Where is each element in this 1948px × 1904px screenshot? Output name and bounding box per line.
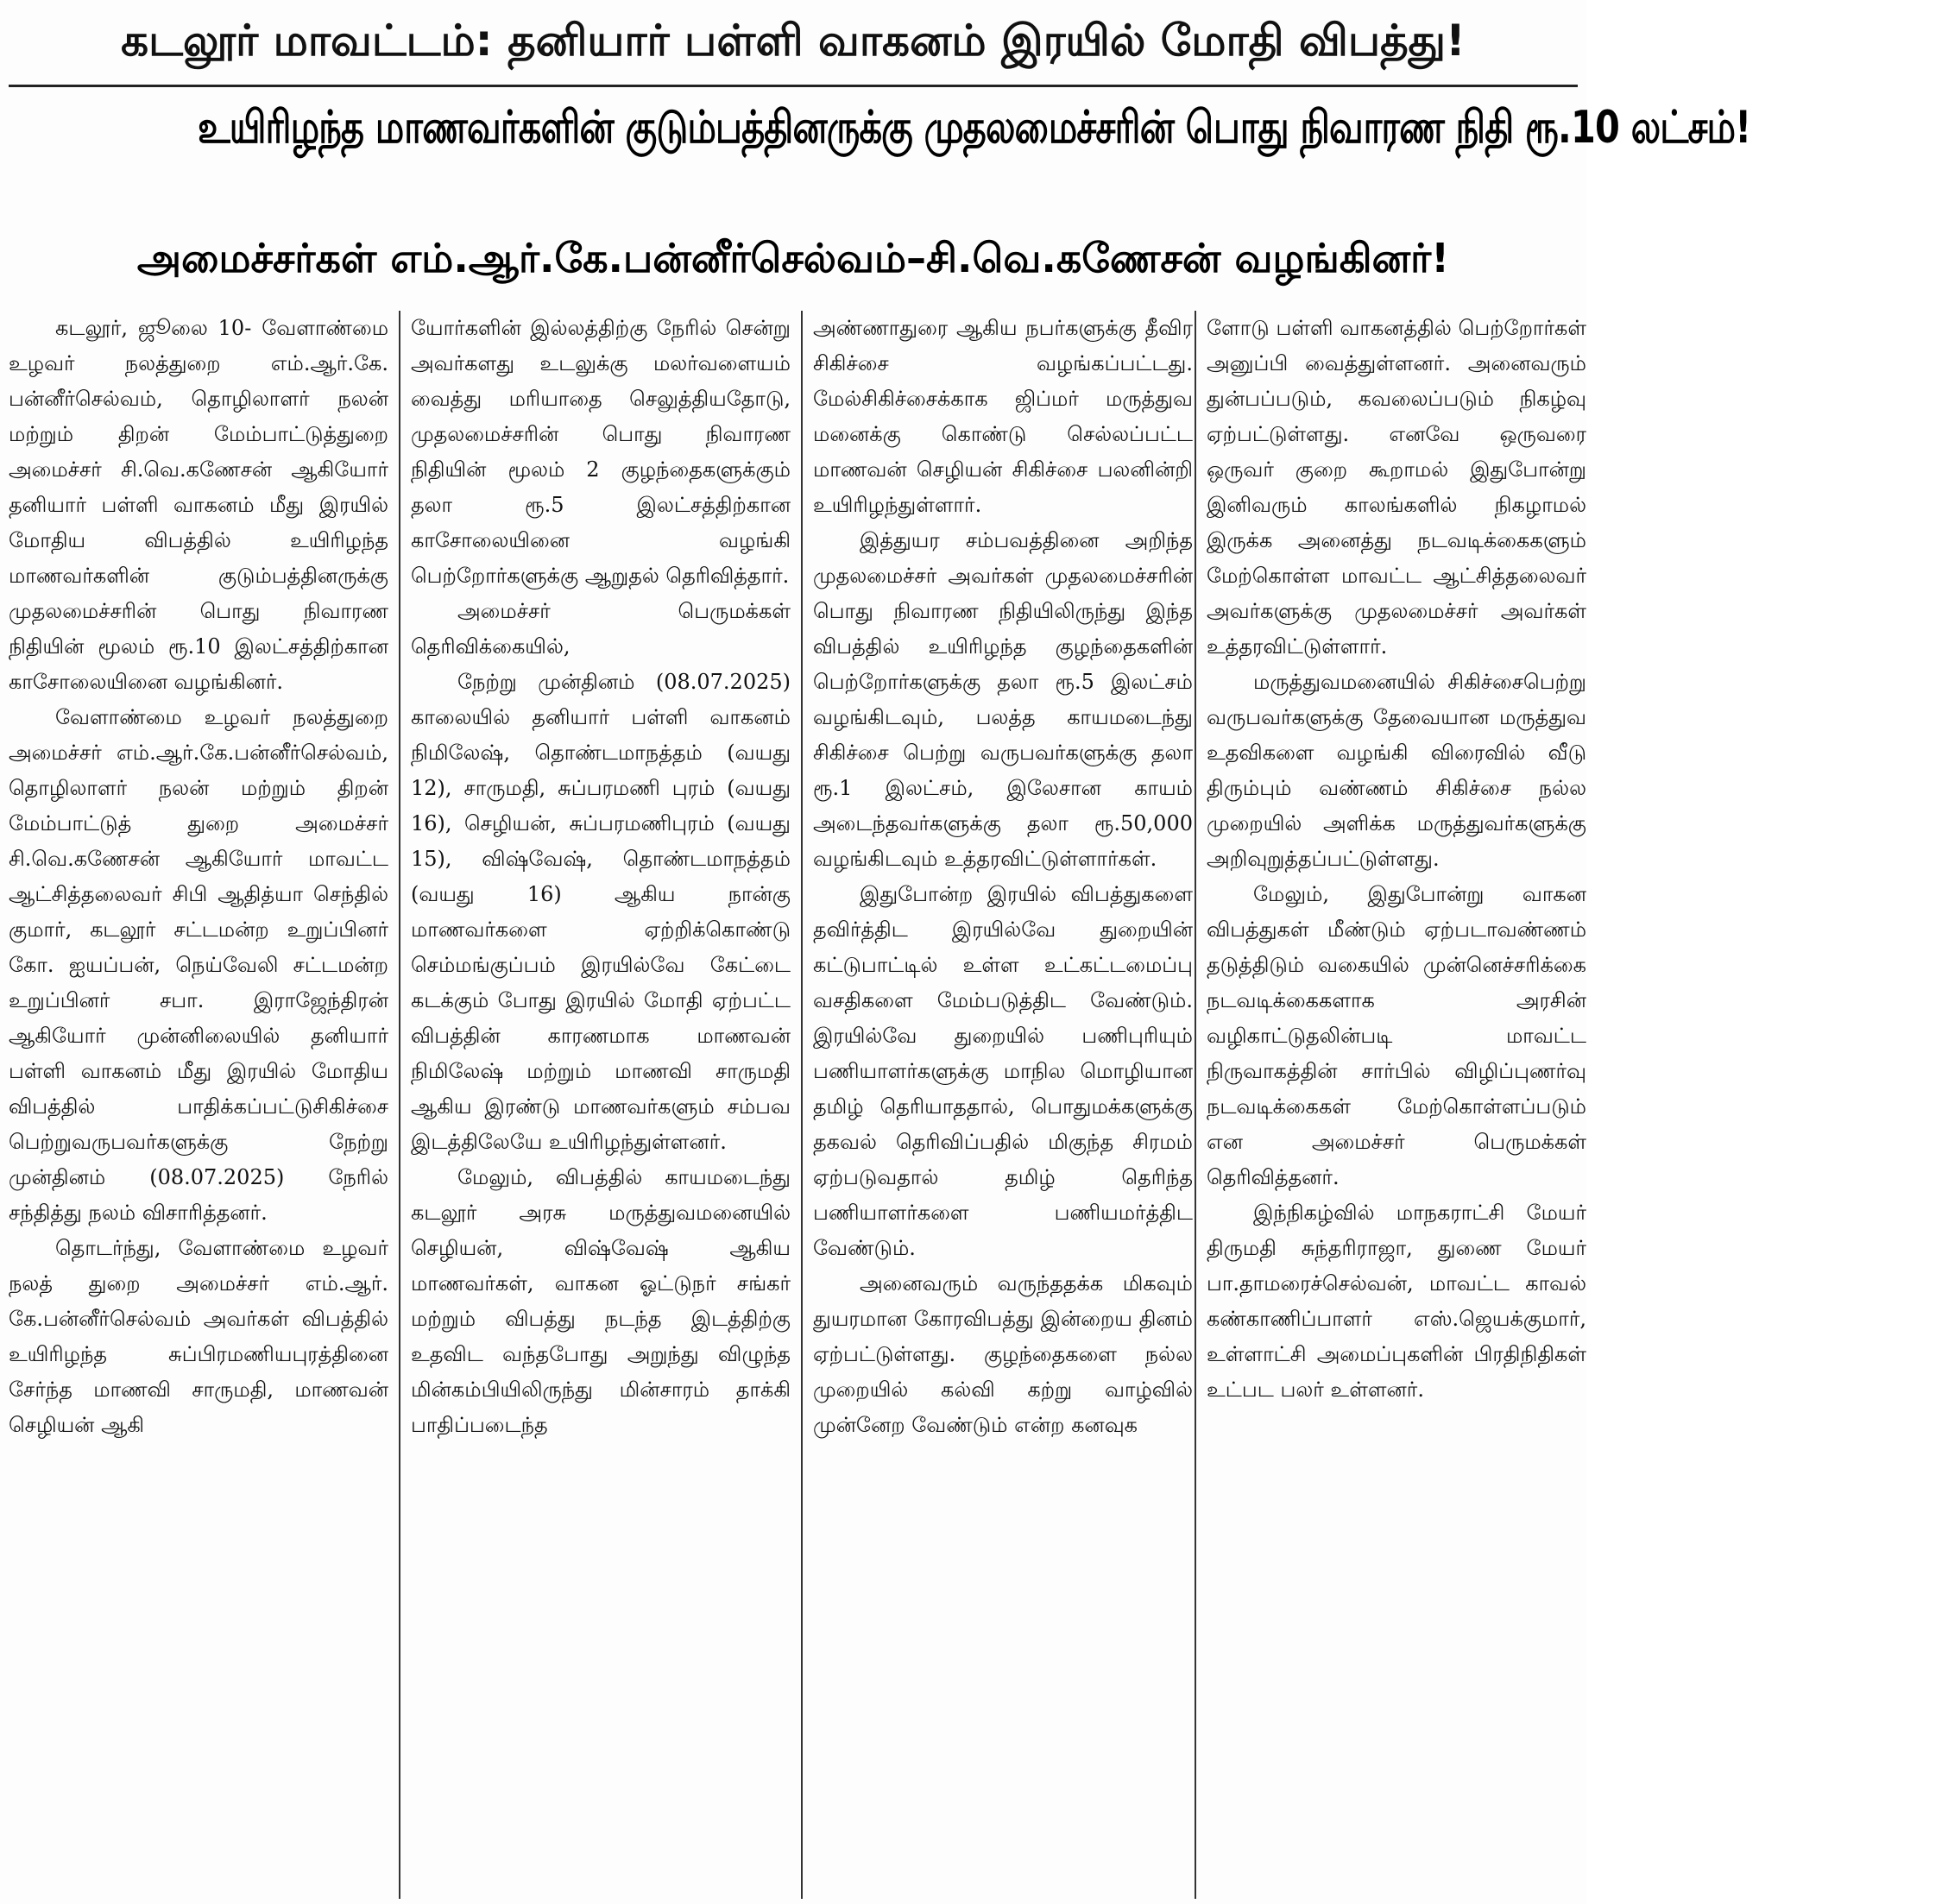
article-column-4 <box>1207 311 1586 1899</box>
column-divider <box>1195 311 1196 1899</box>
main-headline: உயிரிழந்த மாணவர்களின் குடும்பத்தினருக்கு முதலமைச்சரின் பொது நிவாரண நிதி ரூ.10 லட்சம்! <box>198 102 1751 154</box>
article-paragraph: இத்துயர சம்பவத்தினை அறிந்த முதலமைச்சர் அவர்கள் முதலமைச்சரின் பொது நிவாரண நிதியிலிருந்து இந்த விபத்தில் உயிரிழந்த குழந்தைகளின் பெற்றோர்களுக்கு தலா ரூ.5 இலட்சம் வழங்கிடவும், பலத்த காயமடைந்து சிகிச்சை பெற்று வருபவர்களுக்கு தலா ரூ.1 இலட்சம், இலேசான காயம் அடைந்தவர்களுக்கு தலா ரூ.50,000 வழங்கிடவும் உத்தரவிட்டுள்ளார்கள். <box>813 528 1193 871</box>
article-column-2 <box>411 311 791 1899</box>
column-divider <box>399 311 400 1899</box>
article-column-3 <box>813 311 1193 1899</box>
article-paragraph: கடலூர், ஜூலை 10- வேளாண்மை உழவர் நலத்துறை எம்.ஆர்.கே. பன்னீர்செல்வம், தொழிலாளர் நலன் மற்றும் திறன் மேம்பாட்டுத்துறை அமைச்சர் சி.வெ.கணேசன் ஆகியோர் தனியார் பள்ளி வாகனம் மீது இரயில் மோதிய விபத்தில் உயிரிழந்த மாணவர்களின் குடும்பத்தினருக்கு முதலமைச்சரின் பொது நிவாரண நிதியின் மூலம் ரூ.10 இலட்சத்திற்கான காசோலையினை வழங்கினர். <box>9 316 388 694</box>
article-paragraph: தொடர்ந்து, வேளாண்மை உழவர் நலத் துறை அமைச்சர் எம்.ஆர். கே.பன்னீர்செல்வம் அவர்கள் விபத்தில் உயிரிழந்த சுப்பிரமணியபுரத்தினை சேர்ந்த மாணவி சாருமதி, மாணவன் செழியன் ஆகி <box>9 1236 388 1437</box>
sub-headline: அமைச்சர்கள் எம்.ஆர்.கே.பன்னீர்செல்வம்–சி.வெ.கணேசன் வழங்கினர்! <box>136 235 1450 281</box>
article-body <box>9 311 1586 1899</box>
headline-divider <box>9 85 1578 87</box>
kicker-headline: கடலூர் மாவட்டம்: தனியார் பள்ளி வாகனம் இரயில் மோதி விபத்து! <box>121 16 1466 66</box>
article-paragraph: இந்நிகழ்வில் மாநகராட்சி மேயர் திருமதி சுந்தரிராஜா, துணை மேயர் பா.தாமரைச்செல்வன், மாவட்ட காவல் கண்காணிப்பாளர் எஸ்.ஜெயக்குமார், உள்ளாட்சி அமைப்புகளின் பிரதிநிதிகள் உட்பட பலர் உள்ளனர். <box>1207 1201 1586 1402</box>
article-paragraph: மேலும், விபத்தில் காயமடைந்து கடலூர் அரசு மருத்துவமனையில் செழியன், விஷ்வேஷ் ஆகிய மாணவர்கள், வாகன ஓட்டுநர் சங்கர் மற்றும் விபத்து நடந்த இடத்திற்கு உதவிட வந்தபோது அறுந்து விழுந்த மின்கம்பியிலிருந்து மின்சாரம் தாக்கி பாதிப்படைந்த <box>411 1165 791 1437</box>
article-paragraph: வேளாண்மை உழவர் நலத்துறை அமைச்சர் எம்.ஆர்.கே.பன்னீர்செல்வம், தொழிலாளர் நலன் மற்றும் திறன் மேம்பாட்டுத் துறை அமைச்சர் சி.வெ.கணேசன் ஆகியோர் மாவட்ட ஆட்சித்தலைவர் சிபி ஆதித்யா செந்தில் குமார், கடலூர் சட்டமன்ற உறுப்பினர் கோ. ஐயப்பன், நெய்வேலி சட்டமன்ற உறுப்பினர் சபா. இராஜேந்திரன் ஆகியோர் முன்னிலையில் தனியார் பள்ளி வாகனம் மீது இரயில் மோதிய விபத்தில் பாதிக்கப்பட்டுசிகிச்சை பெற்றுவருபவர்களுக்கு நேற்று முன்தினம் (08.07.2025) நேரில் சந்தித்து நலம் விசாரித்தனர். <box>9 705 388 1225</box>
article-paragraph: யோர்களின் இல்லத்திற்கு நேரில் சென்று அவர்களது உடலுக்கு மலர்வளையம் வைத்து மரியாதை செலுத்தியதோடு, முதலமைச்சரின் பொது நிவாரண நிதியின் மூலம் 2 குழந்தைகளுக்கும் தலா ரூ.5 இலட்சத்திற்கான காசோலையினை வழங்கி பெற்றோர்களுக்கு ஆறுதல் தெரிவித்தார். <box>411 316 791 588</box>
article-paragraph: மருத்துவமனையில் சிகிச்சைபெற்று வருபவர்களுக்கு தேவையான மருத்துவ உதவிகளை வழங்கி விரைவில் வீடு திரும்பும் வண்ணம் சிகிச்சை நல்ல முறையில் அளிக்க மருத்துவர்களுக்கு அறிவுறுத்தப்பட்டுள்ளது. <box>1207 670 1586 871</box>
article-paragraph: அனைவரும் வருந்ததக்க மிகவும் துயரமான கோரவிபத்து இன்றைய தினம் ஏற்பட்டுள்ளது. குழந்தைகளை நல்ல முறையில் கல்வி கற்று வாழ்வில் முன்னேற வேண்டும் என்ற கனவுக <box>813 1271 1193 1437</box>
column-divider <box>801 311 803 1899</box>
article-paragraph: இதுபோன்ற இரயில் விபத்துகளை தவிர்த்திட இரயில்வே துறையின் கட்டுபாட்டில் உள்ள உட்கட்டமைப்பு வசதிகளை மேம்படுத்திட வேண்டும். இரயில்வே துறையில் பணிபுரியும் பணியாளர்களுக்கு மாநில மொழியான தமிழ் தெரியாததால், பொதுமக்களுக்கு தகவல் தெரிவிப்பதில் மிகுந்த சிரமம் ஏற்படுவதால் தமிழ் தெரிந்த பணியாளர்களை பணியமர்த்திட வேண்டும். <box>813 882 1193 1260</box>
article-paragraph: மேலும், இதுபோன்று வாகன விபத்துகள் மீண்டும் ஏற்படாவண்ணம் தடுத்திடும் வகையில் முன்னெச்சரிக்கை நடவடிக்கைகளாக அரசின் வழிகாட்டுதலின்படி மாவட்ட நிருவாகத்தின் சார்பில் விழிப்புணர்வு நடவடிக்கைகள் மேற்கொள்ளப்படும் என அமைச்சர் பெருமக்கள் தெரிவித்தனர். <box>1207 882 1586 1189</box>
article-paragraph: ளோடு பள்ளி வாகனத்தில் பெற்றோர்கள் அனுப்பி வைத்துள்ளனர். அனைவரும் துன்பப்படும், கவலைப்படும் நிகழ்வு ஏற்பட்டுள்ளது. எனவே ஒருவரை ஒருவர் குறை கூறாமல் இதுபோன்று இனிவரும் காலங்களில் நிகழாமல் இருக்க அனைத்து நடவடிக்கைகளும் மேற்கொள்ள மாவட்ட ஆட்சித்தலைவர் அவர்களுக்கு முதலமைச்சர் அவர்கள் உத்தரவிட்டுள்ளார். <box>1207 316 1586 659</box>
article-paragraph: அமைச்சர் பெருமக்கள் தெரிவிக்கையில், <box>411 599 791 659</box>
article-paragraph: அண்ணாதுரை ஆகிய நபர்களுக்கு தீவிர சிகிச்சை வழங்கப்பட்டது. மேல்சிகிச்சைக்காக ஜிப்மர் மருத்துவ மனைக்கு கொண்டு செல்லப்பட்ட மாணவன் செழியன் சிகிச்சை பலனின்றி உயிரிழந்துள்ளார். <box>813 316 1193 517</box>
article-paragraph: நேற்று முன்தினம் (08.07.2025) காலையில் தனியார் பள்ளி வாகனம் நிமிலேஷ், தொண்டமாநத்தம் (வயது 12), சாருமதி, சுப்பரமணி புரம் (வயது 16), செழியன், சுப்பரமணிபுரம் (வயது 15), விஷ்வேஷ், தொண்டமாநத்தம் (வயது 16) ஆகிய நான்கு மாணவர்களை ஏற்றிக்கொண்டு செம்மங்குப்பம் இரயில்வே கேட்டை கடக்கும் போது இரயில் மோதி ஏற்பட்ட விபத்தின் காரணமாக மாணவன் நிமிலேஷ் மற்றும் மாணவி சாருமதி ஆகிய இரண்டு மாணவர்களும் சம்பவ இடத்திலேயே உயிரிழந்துள்ளனர். <box>411 670 791 1154</box>
article-column-1 <box>9 311 388 1899</box>
